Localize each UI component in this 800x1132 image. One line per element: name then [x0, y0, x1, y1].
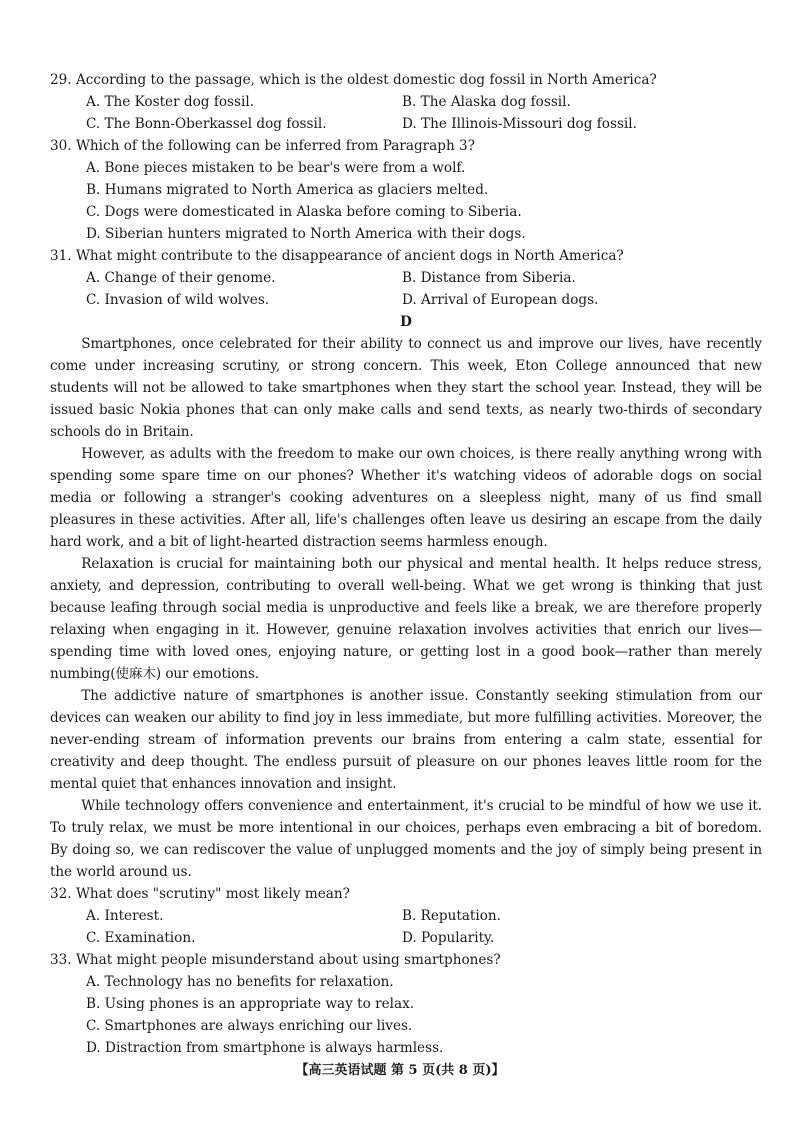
option-a: A. Bone pieces mistaken to be bear's were from a wolf. — [86, 160, 466, 176]
option-a: A. Interest. — [86, 908, 164, 924]
question-stem: 33. What might people misunderstand about using smartphones? — [50, 952, 501, 968]
paragraph: However, as adults with the freedom to make our own choices, is there really anything wrong with spending some spare time on our phones? Whether it's watching videos of adorable dogs on social media or following a stranger's cooking adventures on a sleepless night, many of us find small pleasures in these activities. After all, life's challenges often leave us desiring an escape from the daily hard work, and a bit of light-hearted distraction seems harmless enough. — [50, 446, 762, 550]
question-stem: 30. Which of the following can be inferred from Paragraph 3? — [50, 138, 475, 154]
paragraph: The addictive nature of smartphones is another issue. Constantly seeking stimulation from our devices can weaken our ability to find joy in less immediate, but more fulfilling activities. Moreover, the never-ending stream of information prevents our brains from entering a calm state, essential for creativity and deep thought. The endless pursuit of pleasure on our phones leaves little room for the mental quiet that enhances innovation and insight. — [50, 688, 762, 792]
passage-d — [50, 333, 762, 883]
question-29 — [50, 69, 762, 135]
paragraph: Relaxation is crucial for maintaining both our physical and mental health. It helps reduce stress, anxiety, and depression, contributing to overall well-being. What we get wrong is thinking that just because leafing through social media is unproductive and feels like a break, we are therefore properly relaxing when engaging in it. However, genuine relaxation involves activities that enrich our lives—spending time with loved ones, enjoying nature, or getting lost in a good book—rather than merely numbing(使麻木) our emotions. — [50, 556, 762, 682]
question-stem: 32. What does "scrutiny" most likely mean? — [50, 886, 350, 902]
option-b: B. Humans migrated to North America as glaciers melted. — [86, 182, 489, 198]
option-d: D. The Illinois-Missouri dog fossil. — [402, 116, 637, 132]
option-c: C. The Bonn-Oberkassel dog fossil. — [86, 116, 327, 132]
exam-page — [50, 69, 762, 1059]
paragraph: Smartphones, once celebrated for their ability to connect us and improve our lives, have recently come under increasing scrutiny, or strong concern. This week, Eton College announced that new students will not be allowed to take smartphones when they start the school year. Instead, they will be issued basic Nokia phones that can only make calls and send texts, as nearly two-thirds of secondary schools do in Britain. — [50, 336, 762, 440]
option-a: A. Technology has no benefits for relaxation. — [86, 974, 394, 990]
option-d: D. Distraction from smartphone is always harmless. — [86, 1040, 444, 1056]
paragraph: While technology offers convenience and entertainment, it's crucial to be mindful of how we use it. To truly relax, we must be more intentional in our choices, perhaps even embracing a bit of boredom. By doing so, we can rediscover the value of unplugged moments and the joy of simply being present in the world around us. — [50, 798, 762, 880]
option-a: A. The Koster dog fossil. — [86, 94, 255, 110]
section-label: D — [400, 314, 412, 330]
option-a: A. Change of their genome. — [86, 270, 276, 286]
option-b: B. The Alaska dog fossil. — [402, 94, 571, 110]
question-31 — [50, 245, 762, 311]
option-b: B. Distance from Siberia. — [402, 270, 576, 286]
option-b: B. Using phones is an appropriate way to relax. — [86, 996, 415, 1012]
option-d: D. Popularity. — [402, 930, 495, 946]
option-d: D. Siberian hunters migrated to North America with their dogs. — [86, 226, 526, 242]
option-d: D. Arrival of European dogs. — [402, 292, 599, 308]
question-stem: 31. What might contribute to the disappearance of ancient dogs in North America? — [50, 248, 624, 264]
option-b: B. Reputation. — [402, 908, 502, 924]
page-footer: 【高三英语试题 第 5 页(共 8 页)】 — [295, 1063, 505, 1078]
option-c: C. Dogs were domesticated in Alaska before coming to Siberia. — [86, 204, 522, 220]
question-33 — [50, 949, 762, 1059]
question-30 — [50, 135, 762, 245]
question-stem: 29. According to the passage, which is the oldest domestic dog fossil in North America? — [50, 72, 657, 88]
question-32 — [50, 883, 762, 949]
option-c: C. Examination. — [86, 930, 196, 946]
option-c: C. Invasion of wild wolves. — [86, 292, 270, 308]
option-c: C. Smartphones are always enriching our lives. — [86, 1018, 413, 1034]
